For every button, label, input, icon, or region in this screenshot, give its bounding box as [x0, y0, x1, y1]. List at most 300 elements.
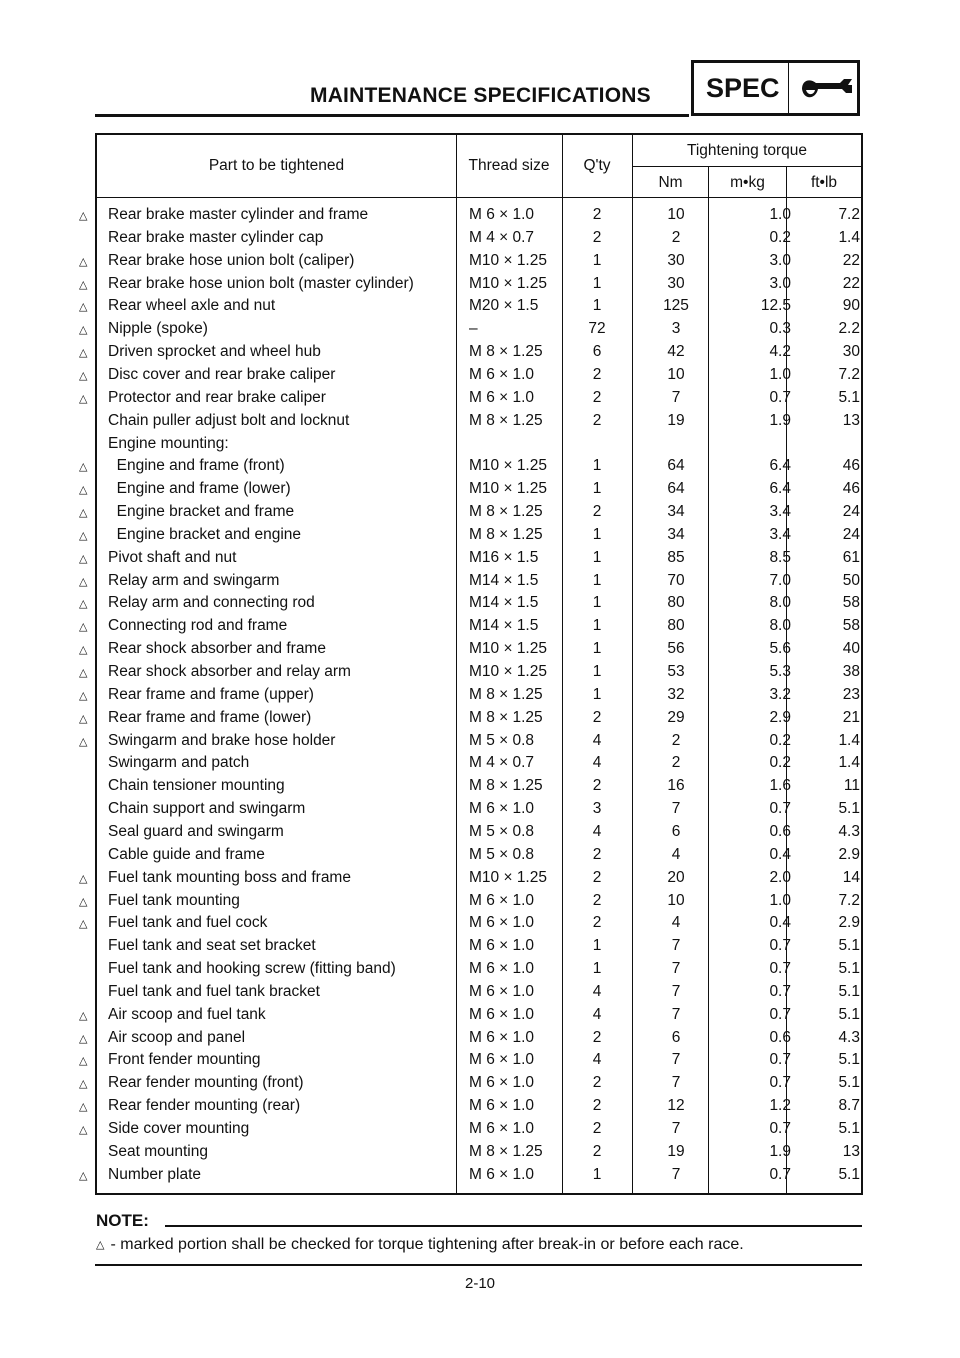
- table-row: [79, 1094, 861, 1117]
- ftlb-cell: 5.1: [838, 937, 860, 955]
- part-cell: Engine bracket and engine: [108, 525, 302, 543]
- spec-badge-label: SPEC: [706, 73, 780, 103]
- table-row: [79, 889, 861, 912]
- nm-cell: 6: [671, 822, 681, 840]
- part-cell: Front fender mounting: [108, 1051, 261, 1069]
- part-cell: Rear frame and frame (upper): [108, 685, 314, 703]
- triangle-mark-icon: △: [79, 324, 88, 337]
- mkg-cell: 3.4: [769, 525, 791, 543]
- ftlb-cell: 23: [842, 685, 860, 703]
- nm-cell: 7: [671, 937, 681, 955]
- thread-cell: M 6 × 1.0: [469, 982, 535, 1000]
- part-cell: Rear fender mounting (front): [108, 1074, 304, 1092]
- qty-cell: 2: [592, 1142, 602, 1160]
- nm-cell: 70: [667, 571, 685, 589]
- ftlb-cell: 5.1: [838, 1120, 860, 1137]
- mkg-cell: 3.2: [769, 685, 791, 703]
- qty-cell: 72: [588, 320, 606, 338]
- part-cell: Chain support and swingarm: [108, 800, 306, 818]
- triangle-mark-icon: △: [79, 1032, 88, 1045]
- mkg-cell: 1.2: [769, 1097, 791, 1115]
- nm-cell: 3: [671, 320, 681, 338]
- mkg-cell: 0.7: [769, 388, 791, 406]
- nm-cell: 125: [663, 297, 689, 315]
- table-row: [79, 272, 861, 295]
- note-text: [96, 1236, 744, 1254]
- mkg-cell: 0.6: [769, 1028, 791, 1046]
- triangle-mark-icon: △: [79, 1124, 88, 1136]
- nm-cell: 30: [667, 274, 685, 292]
- torque-table: [79, 133, 863, 1195]
- thread-cell: M 6 × 1.0: [469, 914, 535, 932]
- table-row: [79, 660, 861, 683]
- nm-cell: 2: [671, 228, 681, 246]
- triangle-mark-icon: △: [79, 712, 88, 725]
- part-cell: Rear brake hose union bolt (caliper): [108, 251, 355, 269]
- table-row: [79, 546, 861, 569]
- table-row: [79, 729, 861, 752]
- part-cell: Engine mounting:: [108, 434, 229, 452]
- thread-cell: M 6 × 1.0: [469, 1028, 535, 1046]
- part-cell: Nipple (spoke): [108, 320, 208, 338]
- nm-cell: 42: [667, 343, 685, 361]
- part-cell: Seal guard and swingarm: [108, 822, 284, 840]
- triangle-mark-icon: △: [79, 552, 88, 565]
- qty-cell: 1: [592, 457, 602, 475]
- mkg-cell: 1.0: [769, 365, 791, 383]
- part-cell: Fuel tank and seat set bracket: [108, 937, 316, 955]
- torque-subheader-rule: [633, 166, 861, 167]
- page-number: 2-10: [464, 1275, 496, 1292]
- mkg-cell: 0.7: [769, 1005, 791, 1023]
- table-row: [79, 1048, 861, 1071]
- triangle-mark-icon: △: [79, 1078, 88, 1091]
- thread-cell: M10 × 1.25: [469, 640, 547, 658]
- mkg-cell: 1.0: [769, 206, 791, 223]
- mkg-cell: 0.7: [769, 1165, 791, 1183]
- mkg-cell: 3.4: [769, 503, 791, 521]
- qty-cell: 1: [592, 594, 602, 612]
- nm-cell: 64: [667, 457, 685, 475]
- triangle-mark-icon: △: [79, 210, 88, 222]
- ftlb-cell: 5.1: [838, 800, 860, 818]
- ftlb-cell: 5.1: [838, 388, 860, 406]
- table-row: [97, 226, 861, 249]
- footer-rule: [95, 1264, 862, 1266]
- nm-cell: 16: [667, 777, 685, 795]
- ftlb-cell: 90: [842, 297, 860, 315]
- qty-cell: 2: [592, 868, 602, 886]
- part-cell: Rear wheel axle and nut: [108, 297, 276, 315]
- mkg-cell: 0.7: [769, 960, 791, 978]
- ftlb-cell: 13: [842, 411, 860, 429]
- triangle-mark-icon: △: [79, 484, 88, 497]
- ftlb-cell: 22: [842, 251, 860, 269]
- thread-cell: M 6 × 1.0: [469, 960, 535, 978]
- header-bottom-rule: [97, 197, 861, 198]
- ftlb-cell: 1.4: [838, 754, 860, 772]
- qty-cell: 4: [592, 982, 602, 1000]
- triangle-mark-icon: △: [79, 278, 88, 291]
- header-rule: [95, 114, 689, 117]
- thread-cell: M 8 × 1.25: [469, 503, 543, 521]
- part-cell: Engine and frame (lower): [108, 480, 291, 498]
- triangle-mark-icon: △: [79, 1169, 88, 1182]
- mkg-cell: 12.5: [760, 297, 791, 315]
- wrench-icon: [796, 73, 854, 105]
- nm-cell: 29: [667, 708, 685, 726]
- table-row: [97, 797, 861, 820]
- nm-cell: 20: [667, 868, 685, 886]
- ftlb-cell: 5.1: [838, 1165, 860, 1183]
- triangle-mark-icon: △: [79, 529, 88, 542]
- triangle-mark-icon: △: [79, 1055, 88, 1068]
- qty-cell: 1: [592, 548, 602, 566]
- thread-cell: M 6 × 1.0: [469, 365, 535, 383]
- qty-cell: 1: [592, 480, 602, 498]
- part-cell: Swingarm and brake hose holder: [108, 731, 336, 749]
- qty-cell: 3: [592, 800, 602, 818]
- qty-cell: 1: [592, 525, 602, 543]
- thread-cell: M10 × 1.25: [469, 480, 547, 498]
- ftlb-cell: 30: [842, 343, 860, 361]
- mkg-cell: 0.4: [769, 914, 791, 932]
- triangle-mark-icon: △: [79, 347, 88, 360]
- mkg-cell: 6.4: [769, 457, 791, 475]
- triangle-mark-icon: △: [79, 575, 88, 588]
- header-part: Part to be tightened: [208, 157, 345, 174]
- qty-cell: 2: [592, 914, 602, 932]
- ftlb-cell: 58: [842, 617, 860, 635]
- nm-cell: 7: [671, 800, 681, 818]
- ftlb-cell: 40: [842, 640, 860, 658]
- mkg-cell: 8.0: [769, 594, 791, 612]
- nm-cell: 7: [671, 1051, 681, 1069]
- ftlb-cell: 4.3: [838, 1028, 860, 1046]
- mkg-cell: 0.7: [769, 1120, 791, 1137]
- note-body: - marked portion shall be checked for torque tightening after break-in or before each race.: [110, 1236, 744, 1253]
- thread-cell: M 6 × 1.0: [469, 1165, 535, 1183]
- thread-cell: M 8 × 1.25: [469, 343, 543, 361]
- nm-cell: 19: [667, 1142, 685, 1160]
- ftlb-cell: 5.1: [838, 1074, 860, 1092]
- qty-cell: 2: [592, 891, 602, 909]
- mkg-cell: 0.7: [769, 800, 791, 818]
- part-cell: Rear fender mounting (rear): [108, 1097, 301, 1115]
- ftlb-cell: 13: [842, 1142, 860, 1160]
- ftlb-cell: 11: [843, 777, 860, 795]
- nm-cell: 7: [671, 982, 681, 1000]
- thread-cell: M14 × 1.5: [469, 594, 539, 612]
- table-row: [79, 249, 861, 272]
- ftlb-cell: 14: [842, 868, 860, 886]
- nm-cell: 32: [667, 685, 685, 703]
- qty-cell: 1: [592, 663, 602, 680]
- qty-cell: 2: [592, 365, 602, 383]
- thread-cell: M 6 × 1.0: [469, 937, 535, 955]
- thread-cell: M 4 × 0.7: [469, 228, 535, 246]
- thread-cell: M 5 × 0.8: [469, 731, 535, 749]
- table-row: [79, 1026, 861, 1049]
- nm-cell: 30: [667, 251, 685, 269]
- thread-cell: M10 × 1.25: [469, 457, 547, 475]
- thread-cell: M10 × 1.25: [469, 274, 547, 292]
- table-row: [97, 774, 861, 797]
- nm-cell: 7: [671, 388, 681, 406]
- table-row: [79, 454, 861, 477]
- part-cell: Engine and frame (front): [108, 457, 285, 475]
- mkg-cell: 2.0: [769, 868, 791, 886]
- nm-cell: 12: [667, 1097, 685, 1115]
- part-cell: Rear shock absorber and frame: [108, 640, 326, 658]
- qty-cell: 1: [592, 617, 602, 635]
- table-row: [79, 706, 861, 729]
- table-row: [79, 1071, 861, 1094]
- part-cell: Number plate: [108, 1165, 202, 1183]
- table-row: [79, 363, 861, 386]
- qty-cell: 2: [592, 503, 602, 521]
- part-cell: Rear brake hose union bolt (master cylinder): [108, 274, 414, 292]
- table-row: [79, 1163, 861, 1186]
- nm-cell: 56: [667, 640, 685, 658]
- thread-cell: M 6 × 1.0: [469, 1005, 535, 1023]
- part-cell: Disc cover and rear brake caliper: [108, 365, 336, 383]
- table-row: [97, 820, 861, 843]
- thread-cell: M10 × 1.25: [469, 868, 547, 886]
- header-thread: Thread size: [468, 157, 550, 174]
- ftlb-cell: 38: [842, 663, 860, 680]
- table-row: [97, 843, 861, 866]
- table-row: [79, 866, 861, 889]
- nm-cell: 64: [667, 480, 685, 498]
- thread-cell: M 6 × 1.0: [469, 800, 535, 818]
- nm-cell: 80: [667, 594, 685, 612]
- qty-cell: 1: [592, 937, 602, 955]
- mkg-cell: 1.6: [769, 777, 791, 795]
- ftlb-cell: 2.9: [838, 914, 860, 932]
- part-cell: Fuel tank mounting boss and frame: [108, 868, 351, 886]
- mkg-cell: 3.0: [769, 274, 791, 292]
- ftlb-cell: 5.1: [838, 1051, 860, 1069]
- qty-cell: 4: [592, 754, 602, 772]
- thread-cell: M 5 × 0.8: [469, 845, 535, 863]
- mkg-cell: 0.7: [769, 937, 791, 955]
- ftlb-cell: 21: [842, 708, 860, 726]
- thread-cell: M 6 × 1.0: [469, 1074, 535, 1092]
- mkg-cell: 5.3: [769, 663, 791, 680]
- table-row: [97, 934, 861, 957]
- triangle-mark-icon: △: [79, 369, 88, 382]
- table-row: [97, 1140, 861, 1163]
- nm-cell: 7: [671, 1120, 681, 1137]
- nm-cell: 80: [667, 617, 685, 635]
- triangle-mark-icon: △: [79, 644, 88, 657]
- part-cell: Pivot shaft and nut: [108, 548, 237, 566]
- qty-cell: 1: [592, 960, 602, 978]
- ftlb-cell: 1.4: [838, 731, 860, 749]
- nm-cell: 6: [671, 1028, 681, 1046]
- nm-cell: 2: [671, 754, 681, 772]
- triangle-mark-icon: △: [79, 735, 88, 748]
- qty-cell: 1: [592, 685, 602, 703]
- ftlb-cell: 7.2: [838, 365, 860, 383]
- ftlb-cell: 24: [842, 503, 860, 521]
- mkg-cell: 0.6: [769, 822, 791, 840]
- thread-cell: M 6 × 1.0: [469, 1097, 535, 1115]
- triangle-mark-icon: △: [79, 1101, 88, 1114]
- part-cell: Rear frame and frame (lower): [108, 708, 312, 726]
- triangle-mark-icon: △: [79, 689, 88, 702]
- table-row: [79, 500, 861, 523]
- ftlb-cell: 24: [842, 525, 860, 543]
- mkg-cell: 6.4: [769, 480, 791, 498]
- nm-cell: 10: [667, 891, 685, 909]
- qty-cell: 2: [592, 777, 602, 795]
- table-row: [97, 980, 861, 1003]
- thread-cell: M20 × 1.5: [469, 297, 539, 315]
- spec-badge: [691, 60, 860, 116]
- triangle-mark-icon: △: [79, 598, 88, 611]
- triangle-mark-icon: △: [79, 255, 88, 268]
- part-cell: Rear brake master cylinder cap: [108, 228, 324, 246]
- mkg-cell: 4.2: [769, 343, 791, 361]
- qty-cell: 4: [592, 1005, 602, 1023]
- nm-cell: 85: [667, 548, 685, 566]
- table-row: [79, 340, 861, 363]
- qty-cell: 4: [592, 1051, 602, 1069]
- part-cell: Swingarm and patch: [108, 754, 250, 772]
- spec-badge-divider: [788, 63, 789, 113]
- triangle-mark-icon: △: [79, 461, 88, 474]
- thread-cell: M 4 × 0.7: [469, 754, 535, 772]
- ftlb-cell: 5.1: [838, 982, 860, 1000]
- triangle-mark-icon: △: [79, 667, 88, 679]
- table-row: [79, 317, 861, 340]
- table-row: [79, 477, 861, 500]
- thread-cell: M 8 × 1.25: [469, 1142, 543, 1160]
- table-row: [79, 523, 861, 546]
- triangle-mark-icon: △: [96, 1239, 105, 1251]
- triangle-mark-icon: △: [79, 621, 88, 634]
- mkg-cell: 0.3: [769, 320, 791, 338]
- nm-cell: 7: [671, 1165, 681, 1183]
- part-cell: Rear shock absorber and relay arm: [108, 663, 351, 680]
- mkg-cell: 1.9: [769, 1142, 791, 1160]
- qty-cell: 2: [592, 845, 602, 863]
- table-row: [79, 386, 861, 409]
- thread-cell: M 8 × 1.25: [469, 525, 543, 543]
- triangle-mark-icon: △: [79, 392, 88, 405]
- nm-cell: 34: [667, 503, 685, 521]
- ftlb-cell: 61: [842, 548, 860, 566]
- mkg-cell: 8.0: [769, 617, 791, 635]
- part-cell: Chain tensioner mounting: [108, 777, 285, 795]
- thread-cell: M16 × 1.5: [469, 548, 539, 566]
- ftlb-cell: 5.1: [838, 960, 860, 978]
- thread-cell: M 8 × 1.25: [469, 685, 543, 703]
- qty-cell: 1: [592, 1165, 602, 1183]
- thread-cell: M 6 × 1.0: [469, 388, 535, 406]
- thread-cell: M14 × 1.5: [469, 571, 539, 589]
- part-cell: Connecting rod and frame: [108, 617, 288, 635]
- ftlb-cell: 46: [842, 480, 860, 498]
- ftlb-cell: 4.3: [838, 822, 860, 840]
- nm-cell: 4: [671, 914, 681, 932]
- thread-cell: M10 × 1.25: [469, 251, 547, 269]
- part-cell: Fuel tank mounting: [108, 891, 240, 909]
- nm-cell: 53: [667, 663, 685, 680]
- ftlb-cell: 2.2: [838, 320, 860, 338]
- nm-cell: 19: [667, 411, 685, 429]
- ftlb-cell: 46: [842, 457, 860, 475]
- triangle-mark-icon: △: [79, 895, 88, 908]
- qty-cell: 2: [592, 1028, 602, 1046]
- nm-cell: 34: [667, 525, 685, 543]
- table-row: [97, 957, 861, 980]
- qty-cell: 1: [592, 640, 602, 658]
- ftlb-cell: 22: [842, 274, 860, 292]
- mkg-cell: 3.0: [769, 251, 791, 269]
- part-cell: Seat mounting: [108, 1142, 208, 1160]
- header-mkg: m•kg: [730, 174, 765, 191]
- thread-cell: M10 × 1.25: [469, 663, 547, 680]
- page-title: MAINTENANCE SPECIFICATIONS: [310, 84, 651, 107]
- nm-cell: 4: [671, 845, 681, 863]
- note-label: NOTE:: [96, 1211, 149, 1230]
- ftlb-cell: 7.2: [838, 891, 860, 909]
- header-ftlb: ft•lb: [810, 174, 838, 191]
- ftlb-cell: 58: [842, 594, 860, 612]
- part-cell: Protector and rear brake caliper: [108, 388, 326, 406]
- mkg-cell: 1.0: [769, 891, 791, 909]
- qty-cell: 2: [592, 228, 602, 246]
- ftlb-cell: 7.2: [838, 206, 860, 223]
- table-row: [97, 409, 861, 432]
- qty-cell: 4: [592, 822, 602, 840]
- mkg-cell: 7.0: [769, 571, 791, 589]
- nm-cell: 2: [671, 731, 681, 749]
- mkg-cell: 0.4: [769, 845, 791, 863]
- qty-cell: 2: [592, 388, 602, 406]
- part-cell: Cable guide and frame: [108, 845, 265, 863]
- qty-cell: 1: [592, 571, 602, 589]
- header-nm: Nm: [658, 174, 683, 191]
- thread-cell: M 6 × 1.0: [469, 206, 535, 223]
- table-row: [79, 614, 861, 637]
- mkg-cell: 0.2: [769, 731, 791, 749]
- triangle-mark-icon: △: [79, 872, 88, 885]
- qty-cell: 2: [592, 1074, 602, 1092]
- qty-cell: 2: [592, 1097, 602, 1115]
- part-cell: Fuel tank and fuel tank bracket: [108, 982, 320, 1000]
- thread-cell: M 8 × 1.25: [469, 411, 543, 429]
- part-cell: Rear brake master cylinder and frame: [108, 206, 369, 223]
- triangle-mark-icon: △: [79, 918, 88, 931]
- mkg-cell: 0.7: [769, 1051, 791, 1069]
- table-row: [79, 591, 861, 614]
- table-row: [79, 911, 861, 934]
- qty-cell: 2: [592, 1120, 602, 1137]
- part-cell: Fuel tank and fuel cock: [108, 914, 268, 932]
- nm-cell: 7: [671, 960, 681, 978]
- table-row: [79, 1117, 861, 1140]
- nm-cell: 7: [671, 1074, 681, 1092]
- table-row: [97, 751, 861, 774]
- thread-cell: M 6 × 1.0: [469, 891, 535, 909]
- thread-cell: M 6 × 1.0: [469, 1120, 535, 1137]
- qty-cell: 6: [592, 343, 602, 361]
- qty-cell: 1: [592, 251, 602, 269]
